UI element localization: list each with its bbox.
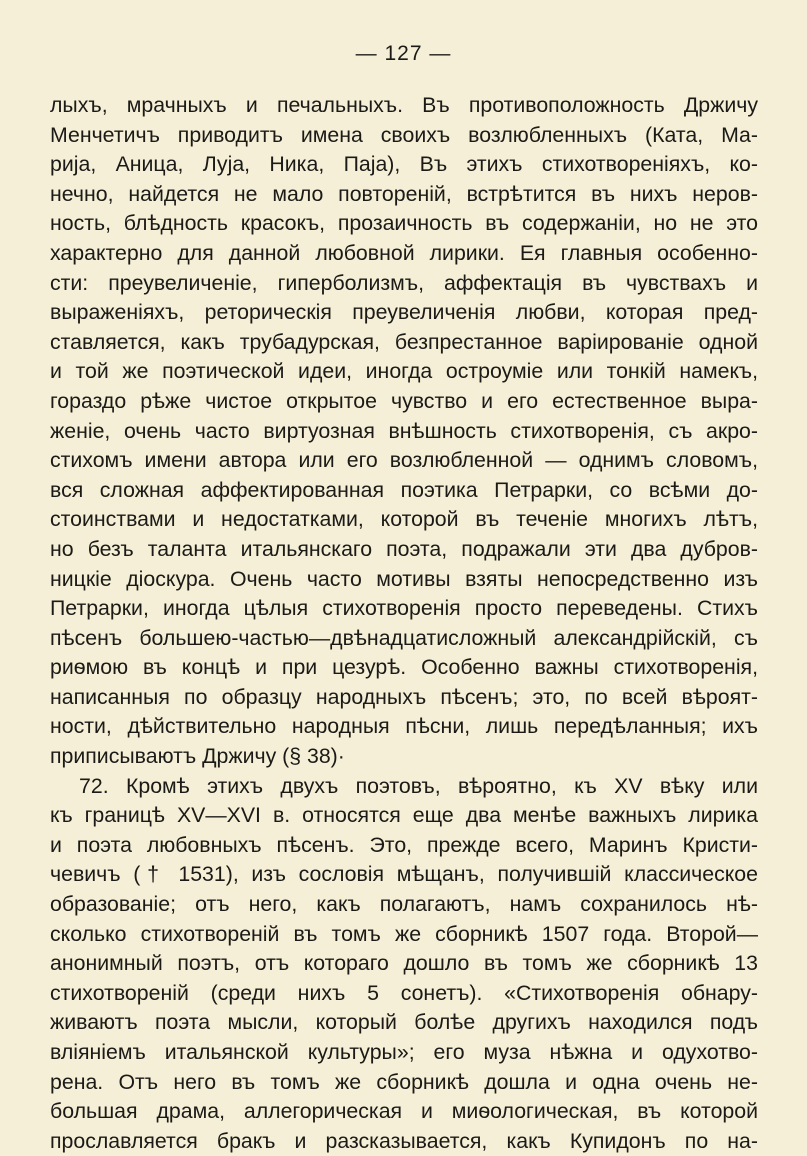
- text-line: написанныя по образцу народныхъ пѣсенъ; это, по всей вѣроят-: [50, 684, 758, 709]
- text-line: Петрарки, иногда цѣлыя стихотворенія просто переведены. Стихъ: [50, 596, 758, 621]
- body-text: [50, 91, 758, 1156]
- text-line: вся сложная аффектированная поэтика Петрарки, со всѣми до-: [50, 477, 758, 502]
- text-line: пѣсенъ большею-частью—двѣнадцатисложный александрійскій, съ: [50, 625, 758, 650]
- text-line: вліяніемъ итальянской культуры»; его муза нѣжна и одухотво-: [50, 1040, 758, 1064]
- text-line: образованіе; отъ него, какъ полагаютъ, намъ сохранилось нѣ-: [50, 892, 758, 917]
- text-line: ставляется, какъ трубадурская, безпрестанное варіированіе одной: [50, 329, 758, 354]
- text-line: приписываютъ Држичу (§ 38)·: [50, 744, 345, 769]
- text-line: гораздо рѣже чистое открытое чувство и его естественное выра-: [50, 388, 758, 413]
- text-line: сколько стихотвореній въ томъ же сборникѣ 1507 года. Второй—: [50, 921, 758, 946]
- text-line: рија, Аница, Луја, Ника, Паја), Въ этихъ стихотвореніяхъ, ко-: [50, 152, 758, 177]
- text-line: анонимный поэтъ, отъ котораго дошло въ томъ же сборникѣ 13: [50, 951, 758, 976]
- text-line: рена. Отъ него въ томъ же сборникѣ дошла и одна очень не-: [50, 1069, 758, 1094]
- text-line: стихомъ имени автора или его возлюбленной — однимъ словомъ,: [50, 448, 758, 473]
- text-line: ницкіе діоскура. Очень часто мотивы взяты непосредственно изъ: [50, 566, 758, 591]
- text-line: нечно, найдется не мало повтореній, встрѣтится въ нихъ неров-: [50, 181, 758, 206]
- text-line: прославляется бракъ и разсказывается, какъ Купидонъ по на-: [50, 1128, 758, 1153]
- text-line: ность, блѣдность красокъ, прозаичность въ содержаніи, но не это: [50, 211, 758, 236]
- text-line: къ границѣ XV—XVI в. относятся еще два менѣе важныхъ лирика: [50, 803, 758, 828]
- page-number: — 127 —: [355, 42, 452, 65]
- text-line: 72. Кромѣ этихъ двухъ поэтовъ, вѣроятно, къ XV вѣку или: [79, 773, 758, 798]
- text-line: риѳмою въ концѣ и при цезурѣ. Особенно важны стихотворенія,: [50, 655, 758, 680]
- text-line: и той же поэтической идеи, иногда остроуміе или тонкій намекъ,: [50, 359, 758, 384]
- text-line: стихотвореній (среди нихъ 5 сонетъ). «Стихотворенія обнару-: [50, 980, 758, 1005]
- text-line: лыхъ, мрачныхъ и печальныхъ. Въ противоположность Држичу: [50, 93, 758, 117]
- text-line: ности, дѣйствительно народныя пѣсни, лишь передѣланныя; ихъ: [50, 714, 758, 739]
- text-line: чевичъ († 1531), изъ сословія мѣщанъ, получившій классическое: [50, 862, 758, 887]
- text-line: и поэта любовныхъ пѣсенъ. Это, прежде всего, Маринъ Кристи-: [50, 832, 758, 857]
- text-line: большая драма, аллегорическая и миѳологическая, въ которой: [50, 1099, 758, 1124]
- text-line: Менчетичъ приводитъ имена своихъ возлюбленныхъ (Ката, Ма-: [50, 122, 758, 147]
- text-line: женіе, очень часто виртуозная внѣшность стихотворенія, съ акро-: [50, 418, 758, 443]
- text-line: характерно для данной любовной лирики. Ея главныя особенно-: [50, 240, 758, 265]
- text-line: выраженіяхъ, реторическія преувеличенія любви, которая пред-: [50, 300, 758, 325]
- text-line: но безъ таланта итальянскаго поэта, подражали эти два дубров-: [50, 536, 758, 561]
- text-line: стоинствами и недостатками, которой въ теченіе многихъ лѣтъ,: [50, 507, 758, 532]
- text-line: живаютъ поэта мысли, который болѣе другихъ находился подъ: [50, 1010, 758, 1035]
- text-line: сти: преувеличеніе, гиперболизмъ, аффектація въ чувствахъ и: [50, 270, 758, 295]
